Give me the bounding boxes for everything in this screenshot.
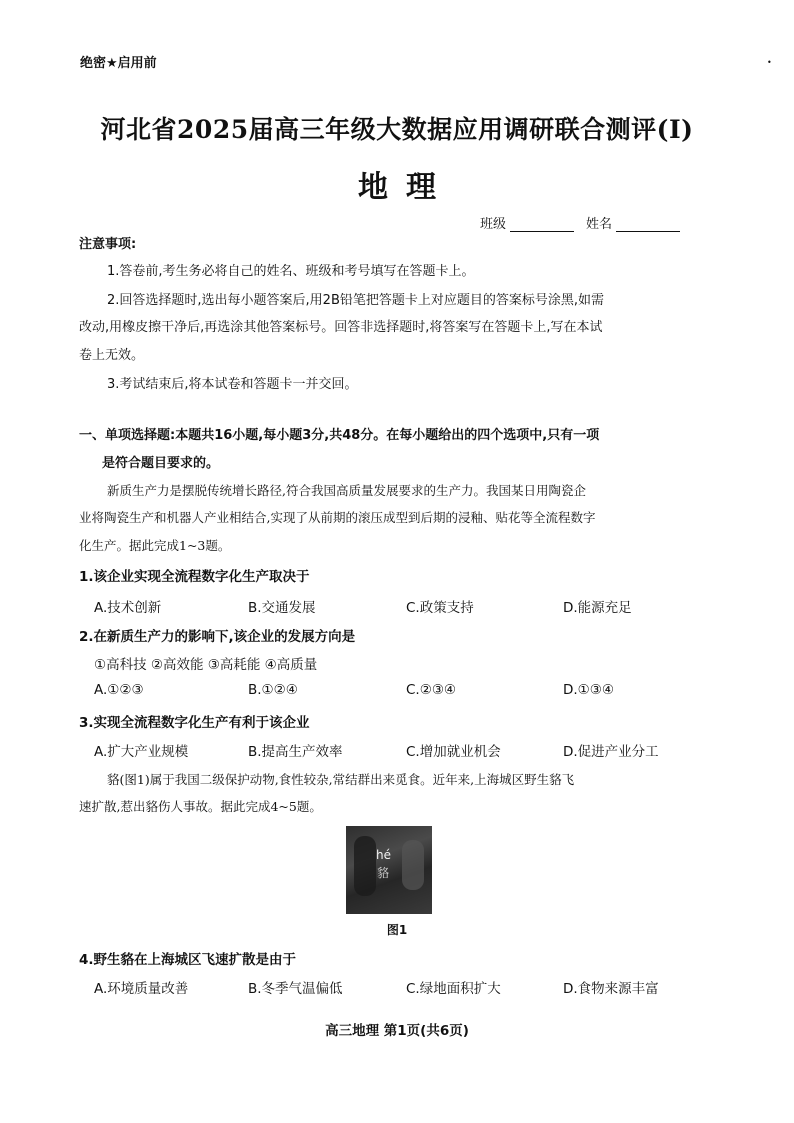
question-4-option-c[interactable]: C.绿地面积扩大 <box>406 981 501 997</box>
class-blank[interactable] <box>510 217 574 232</box>
question-2-stem: 2.在新质生产力的影响下,该企业的发展方向是 <box>79 629 356 645</box>
question-3-option-c[interactable]: C.增加就业机会 <box>406 744 501 760</box>
question-2-option-d[interactable]: D.①③④ <box>563 682 614 698</box>
question-1-option-d[interactable]: D.能源充足 <box>563 600 632 616</box>
question-4-stem: 4.野生貉在上海城区飞速扩散是由于 <box>79 952 297 968</box>
figure-pinyin: hé <box>376 848 391 862</box>
question-4-option-b[interactable]: B.冬季气温偏低 <box>248 981 343 997</box>
subject-title: 地理 <box>358 170 454 205</box>
passage-2-line-2: 速扩散,惹出貉伤人事故。据此完成4~5题。 <box>79 799 322 814</box>
question-2-option-a[interactable]: A.①②③ <box>94 682 144 698</box>
section-1-heading-line-2: 是符合题目要求的。 <box>102 456 220 471</box>
question-4-option-a[interactable]: A.环境质量改善 <box>94 981 189 997</box>
name-blank[interactable] <box>616 217 680 232</box>
figure-1-caption: 图1 <box>386 923 408 937</box>
question-3-option-a[interactable]: A.扩大产业规模 <box>94 744 189 760</box>
question-2-option-b[interactable]: B.①②④ <box>248 682 298 698</box>
notice-item-1: 1.答卷前,考生务必将自己的姓名、班级和考号填写在答题卡上。 <box>107 264 475 279</box>
raccoon-dog-photo <box>346 826 432 914</box>
question-3-stem: 3.实现全流程数字化生产有利于该企业 <box>79 715 310 731</box>
notice-item-2-line-2: 改动,用橡皮擦干净后,再选涂其他答案标号。回答非选择题时,将答案写在答题卡上,写在本试 <box>79 320 603 335</box>
notice-item-2-line-3: 卷上无效。 <box>79 348 145 363</box>
question-1-option-a[interactable]: A.技术创新 <box>94 600 162 616</box>
question-3-option-b[interactable]: B.提高生产效率 <box>248 744 343 760</box>
question-3-option-d[interactable]: D.促进产业分工 <box>563 744 659 760</box>
name-label: 姓名 <box>586 217 613 232</box>
passage-2-line-1: 貉(图1)属于我国二级保护动物,食性较杂,常结群出来觅食。近年来,上海城区野生貉飞 <box>107 772 575 787</box>
passage-1-line-2: 业将陶瓷生产和机器人产业相结合,实现了从前期的滚压成型到后期的浸釉、贴花等全流程数字 <box>79 510 596 525</box>
question-2-choices: ①高科技 ②高效能 ③高耗能 ④高质量 <box>94 657 318 673</box>
figure-character: 貉 <box>377 866 390 880</box>
notice-item-2-line-1: 2.回答选择题时,选出每小题答案后,用2B铅笔把答题卡上对应题目的答案标号涂黑,如需 <box>107 293 604 308</box>
page-footer: 高三地理 第1页(共6页) <box>325 1023 469 1039</box>
confidential-label: 绝密★启用前 <box>80 56 157 71</box>
exam-title: 河北省2025届高三年级大数据应用调研联合测评(Ⅰ) <box>100 115 694 144</box>
passage-1-line-1: 新质生产力是摆脱传统增长路径,符合我国高质量发展要求的生产力。我国某日用陶瓷企 <box>107 483 586 498</box>
scan-speck: • <box>767 58 772 67</box>
passage-1-line-3: 化生产。据此完成1~3题。 <box>79 538 231 553</box>
photo-shadow-right <box>402 840 424 890</box>
section-1-heading-line-1: 一、单项选择题:本题共16小题,每小题3分,共48分。在每小题给出的四个选项中,只有一项 <box>79 428 600 443</box>
photo-shadow-left <box>354 836 376 896</box>
question-1-option-c[interactable]: C.政策支持 <box>406 600 474 616</box>
student-info-row <box>480 213 680 232</box>
question-2-option-c[interactable]: C.②③④ <box>406 682 457 698</box>
question-1-option-b[interactable]: B.交通发展 <box>248 600 316 616</box>
question-1-stem: 1.该企业实现全流程数字化生产取决于 <box>79 569 310 585</box>
class-label: 班级 <box>480 217 507 232</box>
question-4-option-d[interactable]: D.食物来源丰富 <box>563 981 659 997</box>
notice-heading: 注意事项: <box>79 237 137 252</box>
notice-item-3: 3.考试结束后,将本试卷和答题卡一并交回。 <box>107 377 358 392</box>
